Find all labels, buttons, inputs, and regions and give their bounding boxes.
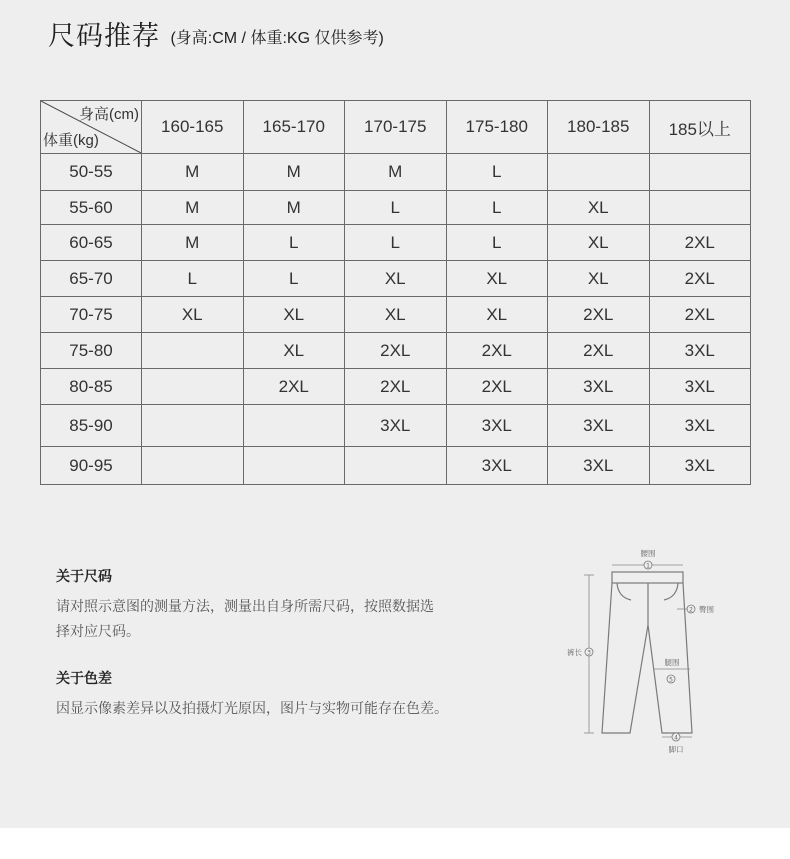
- size-cell: 3XL: [649, 447, 751, 485]
- length-label: 裤长: [567, 648, 582, 657]
- size-cell: XL: [446, 261, 548, 297]
- size-cell: [243, 447, 345, 485]
- size-cell: [345, 447, 447, 485]
- size-cell: M: [243, 154, 345, 191]
- size-cell: 2XL: [649, 297, 751, 333]
- size-cell: L: [345, 191, 447, 225]
- height-column-header: 180-185: [548, 101, 650, 154]
- size-cell: L: [243, 225, 345, 261]
- leg-number: 5: [669, 676, 673, 684]
- size-cell: 2XL: [345, 333, 447, 369]
- hip-number: 2: [689, 606, 693, 614]
- height-column-header: 160-165: [142, 101, 244, 154]
- weight-range-cell: 80-85: [41, 369, 142, 405]
- size-cell: L: [345, 225, 447, 261]
- size-cell: 3XL: [446, 447, 548, 485]
- pants-waistband: [612, 572, 683, 583]
- size-cell: XL: [345, 261, 447, 297]
- page-subtitle: (身高:CM / 体重:KG 仅供参考): [170, 30, 384, 47]
- size-cell: M: [345, 154, 447, 191]
- table-row: [41, 405, 751, 447]
- table-row: [41, 154, 751, 191]
- weight-range-cell: 75-80: [41, 333, 142, 369]
- size-cell: [142, 447, 244, 485]
- corner-cell: [41, 101, 142, 154]
- hem-label: 脚口: [668, 745, 684, 754]
- size-cell: L: [446, 225, 548, 261]
- size-table-body: [41, 154, 751, 485]
- about-color-section: [56, 668, 448, 721]
- height-column-header: 170-175: [345, 101, 447, 154]
- size-cell: 3XL: [649, 405, 751, 447]
- right-pocket: [664, 583, 678, 600]
- weight-range-cell: 60-65: [41, 225, 142, 261]
- size-cell: L: [243, 261, 345, 297]
- leg-marker: [665, 658, 680, 683]
- size-cell: XL: [243, 333, 345, 369]
- size-cell: L: [142, 261, 244, 297]
- weight-range-cell: 55-60: [41, 191, 142, 225]
- hem-number: 4: [674, 734, 678, 742]
- waist-number: 1: [646, 562, 650, 570]
- about-size-line: 请对照示意图的测量方法，测量出自身所需尺码，按照数据选: [56, 598, 434, 614]
- height-column-header: 185以上: [649, 101, 751, 154]
- size-cell: [142, 405, 244, 447]
- size-cell: M: [142, 225, 244, 261]
- length-marker: [567, 647, 593, 657]
- about-size-text: [56, 594, 434, 644]
- about-color-heading: 关于色差: [56, 670, 112, 686]
- weight-range-cell: 90-95: [41, 447, 142, 485]
- table-row: [41, 191, 751, 225]
- size-cell: 3XL: [548, 447, 650, 485]
- about-size-heading: 关于尺码: [56, 568, 112, 584]
- size-cell: XL: [243, 297, 345, 333]
- table-row: [41, 369, 751, 405]
- hem-marker: [669, 733, 684, 754]
- page-title: 尺码推荐: [48, 21, 160, 51]
- size-cell: XL: [548, 261, 650, 297]
- header: [48, 14, 384, 53]
- size-cell: [243, 405, 345, 447]
- size-cell: 3XL: [649, 369, 751, 405]
- about-size-line: 择对应尺码。: [56, 623, 140, 639]
- size-cell: [649, 191, 751, 225]
- height-column-header: 165-170: [243, 101, 345, 154]
- size-cell: 2XL: [446, 333, 548, 369]
- weight-range-cell: 70-75: [41, 297, 142, 333]
- left-pocket: [617, 583, 631, 600]
- table-row: [41, 297, 751, 333]
- size-cell: 3XL: [548, 369, 650, 405]
- size-cell: [142, 369, 244, 405]
- size-cell: M: [142, 154, 244, 191]
- size-cell: XL: [345, 297, 447, 333]
- height-axis-label: 身高(cm): [79, 106, 139, 123]
- size-cell: [142, 333, 244, 369]
- size-cell: L: [446, 191, 548, 225]
- size-cell: L: [446, 154, 548, 191]
- size-cell: 2XL: [548, 333, 650, 369]
- size-cell: XL: [142, 297, 244, 333]
- waist-marker: [641, 549, 656, 569]
- weight-axis-label: 体重(kg): [43, 132, 99, 149]
- weight-range-cell: 50-55: [41, 154, 142, 191]
- about-size-section: [56, 566, 434, 644]
- table-row: [41, 447, 751, 485]
- height-column-header: 175-180: [446, 101, 548, 154]
- hip-marker: [687, 604, 714, 614]
- header-row: [41, 101, 751, 154]
- size-table-header: [41, 101, 751, 154]
- size-cell: 3XL: [345, 405, 447, 447]
- size-cell: XL: [548, 191, 650, 225]
- size-cell: M: [243, 191, 345, 225]
- size-cell: 2XL: [243, 369, 345, 405]
- weight-range-cell: 65-70: [41, 261, 142, 297]
- pants-measurement-diagram: [555, 545, 730, 760]
- weight-range-cell: 85-90: [41, 405, 142, 447]
- size-cell: 2XL: [649, 261, 751, 297]
- size-cell: 2XL: [548, 297, 650, 333]
- length-number: 3: [587, 649, 591, 657]
- size-cell: 2XL: [649, 225, 751, 261]
- about-color-text: 因显示像素差异以及拍摄灯光原因，图片与实物可能存在色差。: [56, 700, 448, 716]
- size-cell: 3XL: [446, 405, 548, 447]
- size-table: [40, 100, 751, 485]
- leg-label: 腿围: [664, 658, 680, 667]
- bottom-band: [0, 828, 790, 859]
- size-cell: 2XL: [345, 369, 447, 405]
- size-cell: 3XL: [548, 405, 650, 447]
- table-row: [41, 225, 751, 261]
- size-cell: 3XL: [649, 333, 751, 369]
- size-cell: XL: [446, 297, 548, 333]
- waist-label: 腰围: [640, 549, 656, 558]
- size-cell: [548, 154, 650, 191]
- table-row: [41, 333, 751, 369]
- size-cell: [649, 154, 751, 191]
- size-cell: M: [142, 191, 244, 225]
- hip-label: 臀围: [699, 605, 714, 614]
- size-cell: XL: [548, 225, 650, 261]
- table-row: [41, 261, 751, 297]
- size-cell: 2XL: [446, 369, 548, 405]
